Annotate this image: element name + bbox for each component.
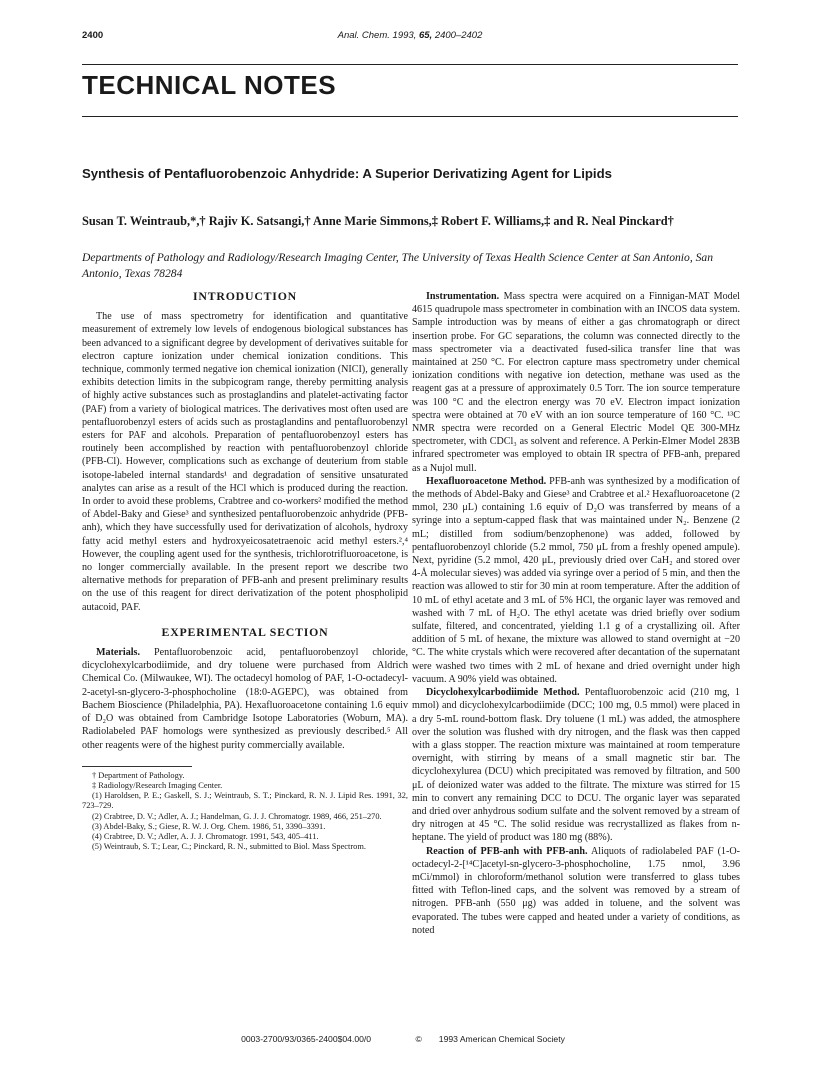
journal-citation bbox=[82, 30, 738, 41]
footnote-rule bbox=[82, 766, 192, 767]
banner-rule-bottom bbox=[82, 116, 738, 117]
right-column bbox=[412, 290, 740, 937]
page-number: 2400 bbox=[82, 30, 104, 41]
footnote: (3) Abdel-Baky, S.; Giese, R. W. J. Org. Chem. 1986, 51, 3390–3391. bbox=[92, 821, 326, 831]
copyright-text: 1993 American Chemical Society bbox=[438, 1034, 565, 1044]
footnote: (4) Crabtree, D. V.; Adler, A. J. J. Chromatogr. 1991, 543, 405–411. bbox=[92, 831, 319, 841]
introduction-paragraph: The use of mass spectrometry for identification and quantitative measurement of extremely low levels of endogenous biological substances has been advanced to a significant degree by development of derivatives suitable for electron capture ionization under chemical ionization conditions. This technique, commonly termed negative ion chemical ionization (NICI), generally exhibits detection limits in the subpicogram range, thereby permitting analysis of highly active substances such as prostaglandins and platelet-activating factor (PAF) from a variety of biological matrices. The derivatives most often used are pentafluorobenzyl esters of acids such as prostaglandins and pentafluorobenzyl esters for PAF and alcohols. Preparation of pentafluorobenzoyl esters has routinely been accomplished by reaction with pentafluorobenzoyl chloride (PFB-Cl). However, complications such as exchange of deuterium from stable isotope-labeled internal standards¹ and degradation of sensitive unsaturated analytes can arise as a result of the HCl which is produced during the reaction. In order to avoid these problems, Crabtree and co-workers² modified the method of Abdel-Baky and Giese³ and synthesized pentafluorobenzoic anhydride (PFB-anh), which they have successfully used for derivatization of alcohols, hydroxy fatty acid methyl esters and hydroxyeicosatetraenoic acid methyl esters.²,⁴ However, the coupling agent used for the synthesis, trichlorotrifluoroacetone, is no longer commercially available. In the present report we describe two alternative methods for preparation of PFB-anh and present preliminary results on the use of this reagent for direct derivatization of the potent phospholipid autacoid, PAF. bbox=[82, 311, 408, 613]
journal-name: Anal. Chem. bbox=[337, 30, 390, 41]
footnote: † Department of Pathology. bbox=[92, 770, 185, 780]
instrumentation-paragraph bbox=[412, 290, 740, 475]
footnote: ‡ Radiology/Research Imaging Center. bbox=[92, 780, 223, 790]
left-column bbox=[82, 290, 408, 852]
banner-rule-top bbox=[82, 64, 738, 65]
reaction-text: Aliquots of radiolabeled PAF (1-O-octadecyl-2-[¹⁴C]acetyl-sn-glycero-3-phosphocholine, 1.75 nmol, 3.96 mCi/mmol) in chloroform/methanol solution were transferred to glass tubes fitted with Teflon-lined caps, and the solvent was removed by a stream of nitrogen. PFB-anh (550 μg) was added in toluene, and the solvent was evaporated. The tubes were capped and heated under a variety of conditions, as noted bbox=[412, 845, 740, 936]
instrumentation-text: Mass spectra were acquired on a Finnigan-MAT Model 4615 quadrupole mass spectrometer in combination with an INCOS data system. Sample introduction was by means of either a gas chromatograph or direct insertion probe. For GC separations, the column was connected directly to the mass spectrometer via a deactivated fused-silica transfer line that was maintained at 250 °C. For electron capture mass spectrometry under chemical ionization conditions with negative ion detection, methane was used as the reagent gas at a pressure of approximately 0.5 Torr. The ion source temperature was 100 °C and the electron energy was 70 eV. Electron impact ionization spectra were obtained at 70 eV with an ion source temperature of 160 °C. ¹³C NMR spectra were recorded on a General Electric Model QE 300-MHz spectrometer, with CDCl₃ as solvent and reference. A Perkin-Elmer Model 283B infrared spectrometer was employed to obtain IR spectra of PFB-anh, prepared as a Nujol mull. bbox=[412, 291, 740, 474]
footnote: (1) Haroldsen, P. E.; Gaskell, S. J.; Weintraub, S. T.; Pinckard, R. N. J. Lipid Res. 1991, 32, 723–729. bbox=[82, 791, 408, 811]
experimental-heading: EXPERIMENTAL SECTION bbox=[161, 624, 329, 639]
journal-pages: 2400–2402 bbox=[434, 30, 483, 41]
page-footer bbox=[82, 1034, 738, 1044]
author-list: Susan T. Weintraub,*,† Rajiv K. Satsangi,† Anne Marie Simmons,‡ Robert F. Williams,‡ and R. Neal Pinckard† bbox=[82, 214, 674, 228]
journal-year: 1993, bbox=[392, 30, 417, 41]
dcc-paragraph bbox=[412, 686, 740, 844]
footnote: (5) Weintraub, S. T.; Lear, C.; Pinckard, R. N., submitted to Biol. Mass Spectrom. bbox=[92, 842, 366, 852]
footnote: (2) Crabtree, D. V.; Adler, A. J.; Handelman, G. J. J. Chromatogr. 1989, 466, 251–270. bbox=[92, 811, 382, 821]
hexafluoroacetone-text: PFB-anh was synthesized by a modification of the methods of Abdel-Baky and Giese³ and Crabtree et al.² Hexafluoroacetone (2 mmol, 230 μL) containing 1.6 equiv of D₂O was transferred by means of a syringe into a septum-capped flask that was maintained under N₂. Benzene (2 mL; distilled from sodium/benzophenone) was added, followed by pentafluorobenzoyl chloride (5.2 mmol, 750 μL from a freshly opened ampule). Next, pyridine (5.2 mmol, 420 μL, previously dried over CaH₂ and stored over 4-Å molecular sieves) was added via syringe over a period of 5 min, and then the reaction was allowed to stir for 30 min at room temperature. After the addition of 10 mL of ethyl acetate and 3 mL of 5% HCl, the organic layer was removed and washed with 7 mL of H₂O. The ethyl acetate was dried briefly over sodium sulfate, filtered, and concentrated, yielding 1.1 g of a crystallizing oil. After addition of 5 mL of hexane, the mixture was allowed to stand overnight at −20 °C. The white crystals which were recovered after decantation of the supernatant were washed two times with 2 mL of hexane and dried overnight under high vacuum. A 90% yield was obtained. bbox=[412, 475, 741, 685]
copyright-symbol: © bbox=[415, 1034, 422, 1044]
dcc-text: Pentafluorobenzoic acid (210 mg, 1 mmol) and dicyclohexylcarbodiimide (DCC; 100 mg, 0.5 mmol) were placed in a dry 5-mL round-bottom flask. Dry toluene (1 mL) was added, the atmosphere over the solution was flushed with dry nitrogen, and the flask was then capped with a glass stopper. The reaction mixture was maintained at room temperature overnight, with stirring by means of a small magnetic stir bar. The dicyclohexylurea (DCU) which precipitated was removed by filtration, and 500 μL of deionized water was added to the filtrate. The mixture was stirred for 15 min to convert any remaining DCC to DCU. The organic layer was separated and dried over anhydrous sodium sulfate and the solvent removed by a stream of dry nitrogen at 45 °C. The solid residue was recrystallized as flakes from n-heptane. The yield of product was 180 mg (88%). bbox=[412, 687, 740, 844]
running-head bbox=[82, 30, 738, 46]
instrumentation-run-in: Instrumentation. bbox=[426, 291, 500, 302]
materials-paragraph bbox=[82, 646, 408, 752]
materials-run-in: Materials. bbox=[96, 647, 141, 659]
dcc-run-in: Dicyclohexylcarbodiimide Method. bbox=[426, 687, 580, 699]
article-title: Synthesis of Pentafluorobenzoic Anhydride: A Superior Derivatizing Agent for Lipids bbox=[82, 166, 612, 181]
reaction-run-in: Reaction of PFB-anh with PFB-anh. bbox=[426, 845, 588, 857]
materials-text: Pentafluorobenzoic acid, pentafluorobenzoyl chloride, dicyclohexylcarbodiimide, and dry toluene were purchased from Aldrich Chemical Co. (Milwaukee, WI). The octadecyl homolog of PAF, 1-O-octadecyl-2-acetyl-sn-glycero-3-phosphocholine (18:0-AGEPC), was obtained from Bachem Bioscience (Philadelphia, PA). Hexafluoroacetone containing 1.6 equiv of D₂O was obtained from Cambridge Isotope Laboratories (Woburn, MA). Radiolabeled PAF homologs were synthesized as previously described.⁵ All other reagents were of the highest purity commercially available. bbox=[82, 647, 408, 751]
article-code: 0003-2700/93/0365-2400$04.00/0 bbox=[241, 1034, 372, 1044]
hexafluoroacetone-paragraph bbox=[412, 475, 740, 686]
affiliation: Departments of Pathology and Radiology/Research Imaging Center, The University of Texas Health Science Center at San Antonio, San Antonio, Texas 78284 bbox=[82, 251, 714, 280]
introduction-heading: INTRODUCTION bbox=[193, 289, 297, 303]
section-banner: TECHNICAL NOTES bbox=[82, 70, 337, 100]
copyright bbox=[401, 1034, 578, 1044]
hexafluoroacetone-run-in: Hexafluoroacetone Method. bbox=[426, 475, 547, 487]
journal-volume: 65, bbox=[418, 30, 433, 41]
reaction-paragraph bbox=[412, 845, 740, 937]
